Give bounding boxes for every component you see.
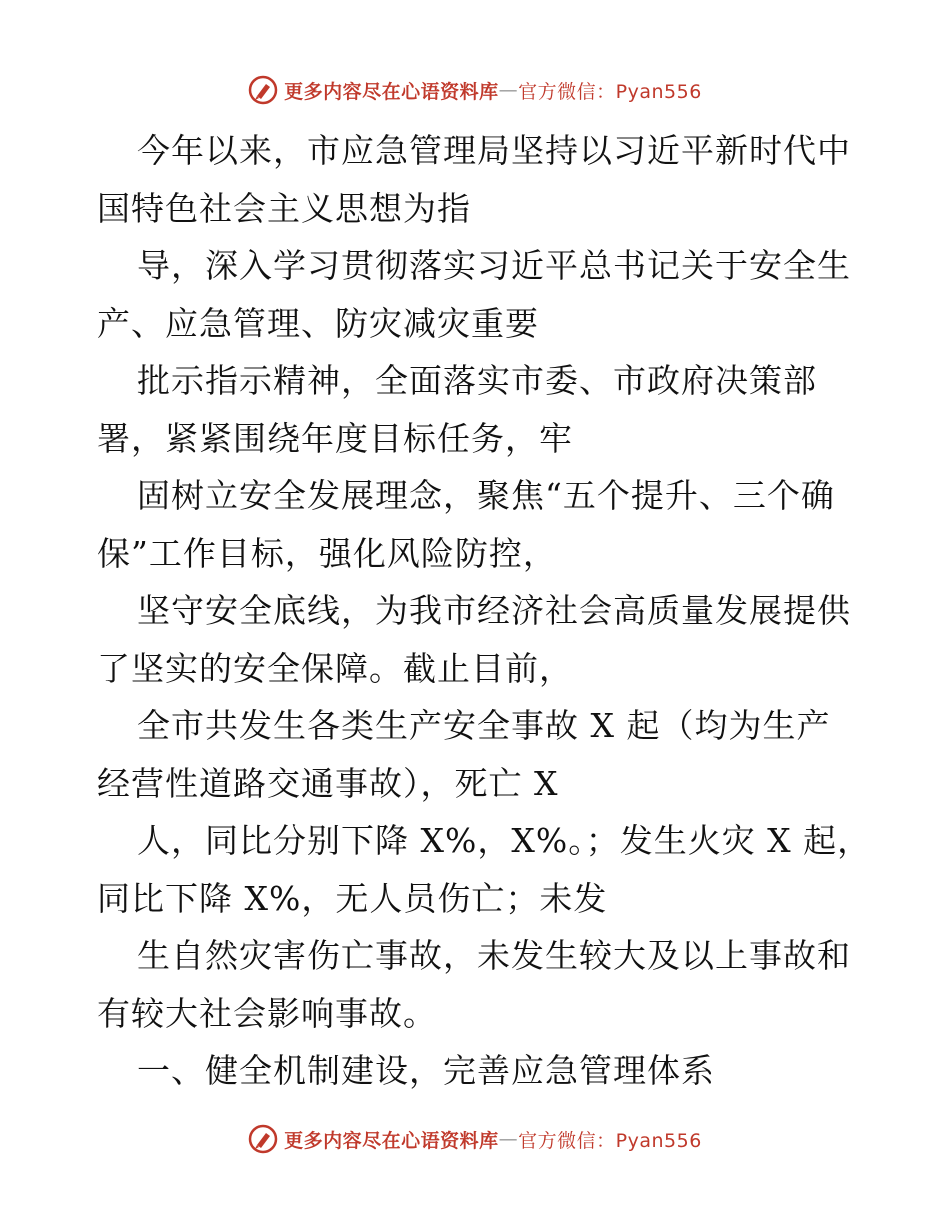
banner-contact: 官方微信：Pyan556 — [518, 1129, 702, 1152]
paragraph-line: 批示指示精神，全面落实市委、市政府决策部 — [137, 361, 817, 400]
paragraph-line: 同比下降 X%，无人员伤亡；未发 — [97, 878, 608, 918]
paragraph-line: 今年以来，市应急管理局坚持以习近平新时代中 — [137, 131, 851, 170]
banner-brand: 更多内容尽在心语资料库 — [284, 1129, 499, 1152]
paragraph-line: 人，同比分别下降 X%，X%。；发生火灾 X 起， — [137, 821, 872, 860]
paragraph-line: 生自然灾害伤亡事故，未发生较大及以上事故和 — [137, 936, 851, 975]
paragraph-line: 署，紧紧围绕年度目标任务，牢 — [97, 418, 573, 458]
paragraph-line: 了坚实的安全保障。截止目前， — [97, 648, 573, 688]
paragraph-line: 全市共发生各类生产安全事故 X 起（均为生产 — [137, 706, 831, 745]
banner-separator: — — [498, 79, 519, 101]
paragraph-line: 国特色社会主义思想为指 — [97, 188, 471, 228]
document-body — [97, 122, 872, 1100]
pen-nib-icon — [248, 1124, 278, 1154]
section-heading: 一、健全机制建设，完善应急管理体系 — [137, 1051, 715, 1090]
paragraph-line: 经营性道路交通事故），死亡 X — [97, 763, 559, 803]
paragraph-line: 产、应急管理、防灾减灾重要 — [97, 303, 539, 343]
banner-contact: 官方微信：Pyan556 — [518, 80, 702, 103]
pen-nib-icon — [248, 75, 278, 105]
banner-brand: 更多内容尽在心语资料库 — [284, 80, 499, 103]
header-banner — [0, 72, 950, 108]
paragraph-line: 有较大社会影响事故。 — [97, 993, 437, 1033]
banner-separator: — — [498, 1128, 519, 1150]
paragraph-line: 坚守安全底线，为我市经济社会高质量发展提供 — [137, 591, 851, 630]
paragraph-line: 固树立安全发展理念，聚焦“五个提升、三个确 — [137, 476, 835, 515]
footer-banner — [0, 1121, 950, 1157]
paragraph-line: 导，深入学习贯彻落实习近平总书记关于安全生 — [137, 246, 851, 285]
paragraph-line: 保”工作目标，强化风险防控， — [97, 533, 557, 573]
